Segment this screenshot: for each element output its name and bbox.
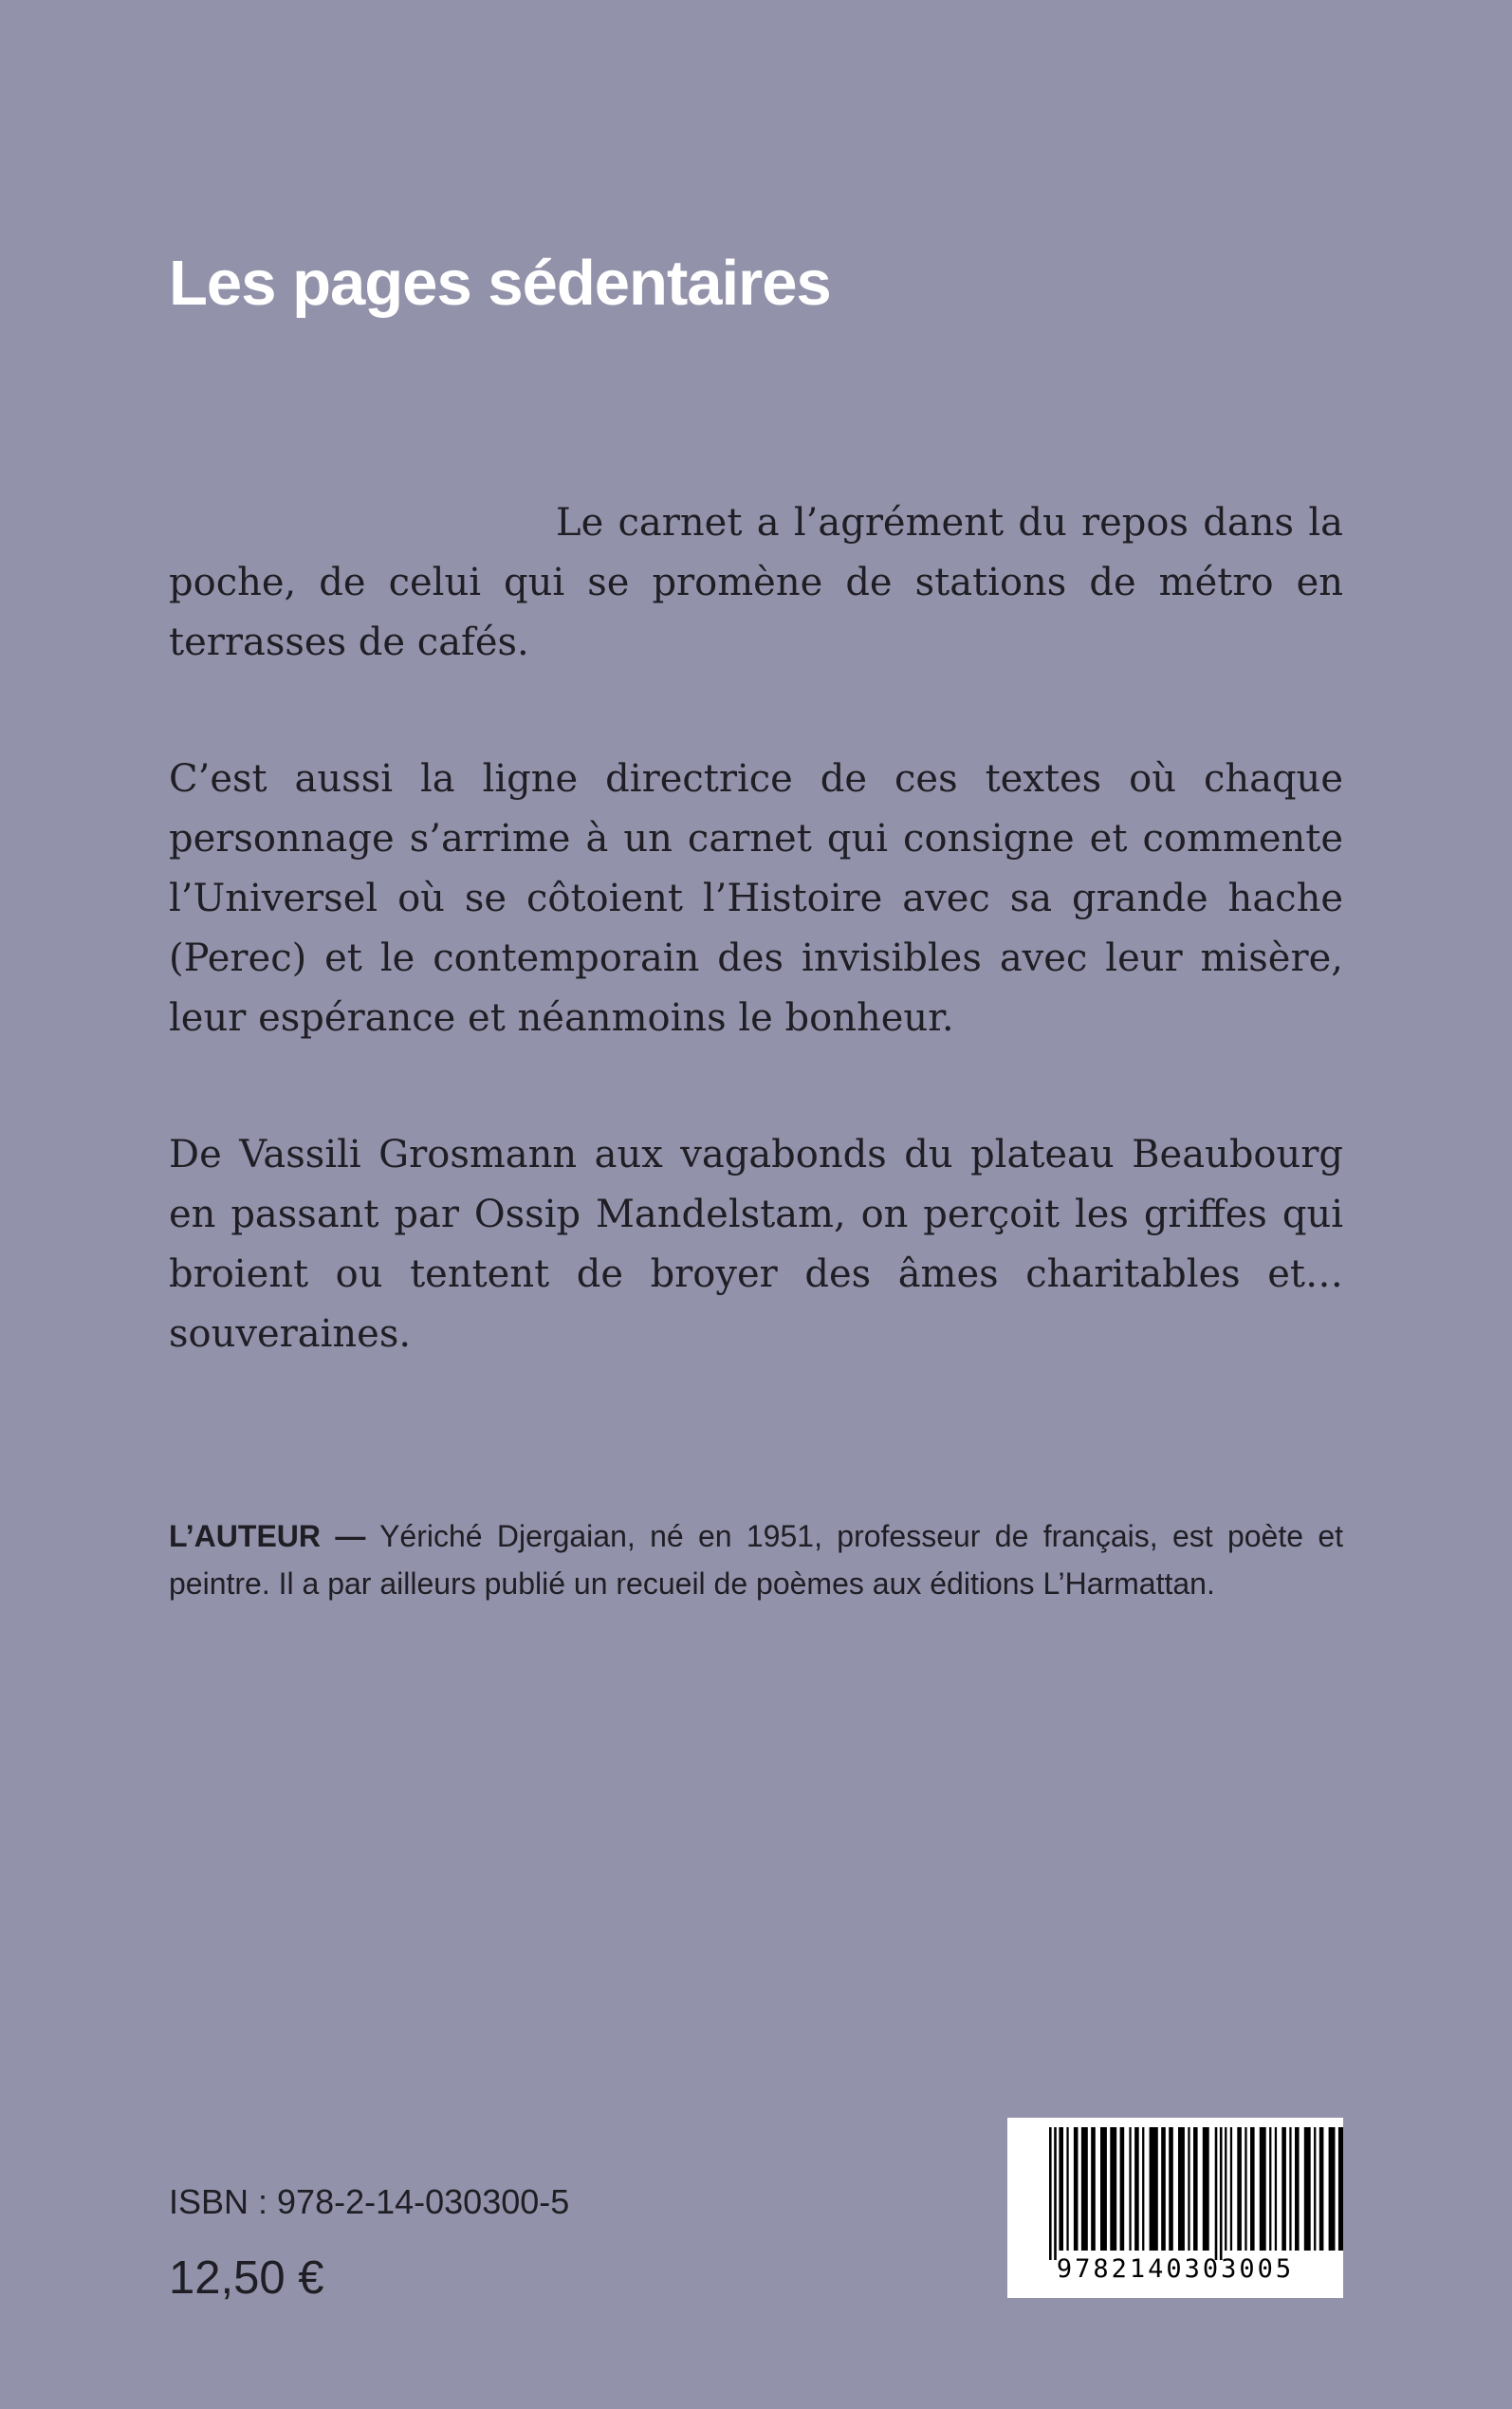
- blurb-paragraph-2: C’est aussi la ligne directrice de ces textes où chaque personnage s’arrime à un carnet qui consigne et commente l’Universel où se côtoient l’Histoire avec sa grande hache (Perec) et le contemporain des invisibles avec leur misère, leur espérance et néanmoins le bonheur.: [169, 757, 1343, 1040]
- book-title: Les pages sédentaires: [169, 248, 831, 319]
- author-bio-text: Yériché Djergaian, né en 1951, professeur de français, est poète et peintre. Il a par ailleurs publié un recueil de poèmes aux éditions L’Harmattan.: [169, 1519, 1344, 1601]
- back-cover-blurb: [169, 493, 1343, 1364]
- blurb-paragraph-3: De Vassili Grosmann aux vagabonds du plateau Beaubourg en passant par Ossip Mandelstam, on perçoit les griffes qui broient ou tentent de broyer des âmes charitables et… souveraines.: [169, 1133, 1343, 1356]
- isbn: ISBN : 978-2-14-030300-5: [169, 2182, 570, 2221]
- blurb-paragraph-1: Le carnet a l’agrément du repos dans la poche, de celui qui se promène de stations de métro en terrasses de cafés.: [169, 501, 1343, 664]
- barcode-digits: 9782140303005: [1056, 2254, 1295, 2284]
- author-bio: [169, 1512, 1343, 1607]
- author-label: L’AUTEUR —: [169, 1519, 366, 1553]
- barcode: [1007, 2118, 1343, 2298]
- price: 12,50 €: [169, 2252, 324, 2304]
